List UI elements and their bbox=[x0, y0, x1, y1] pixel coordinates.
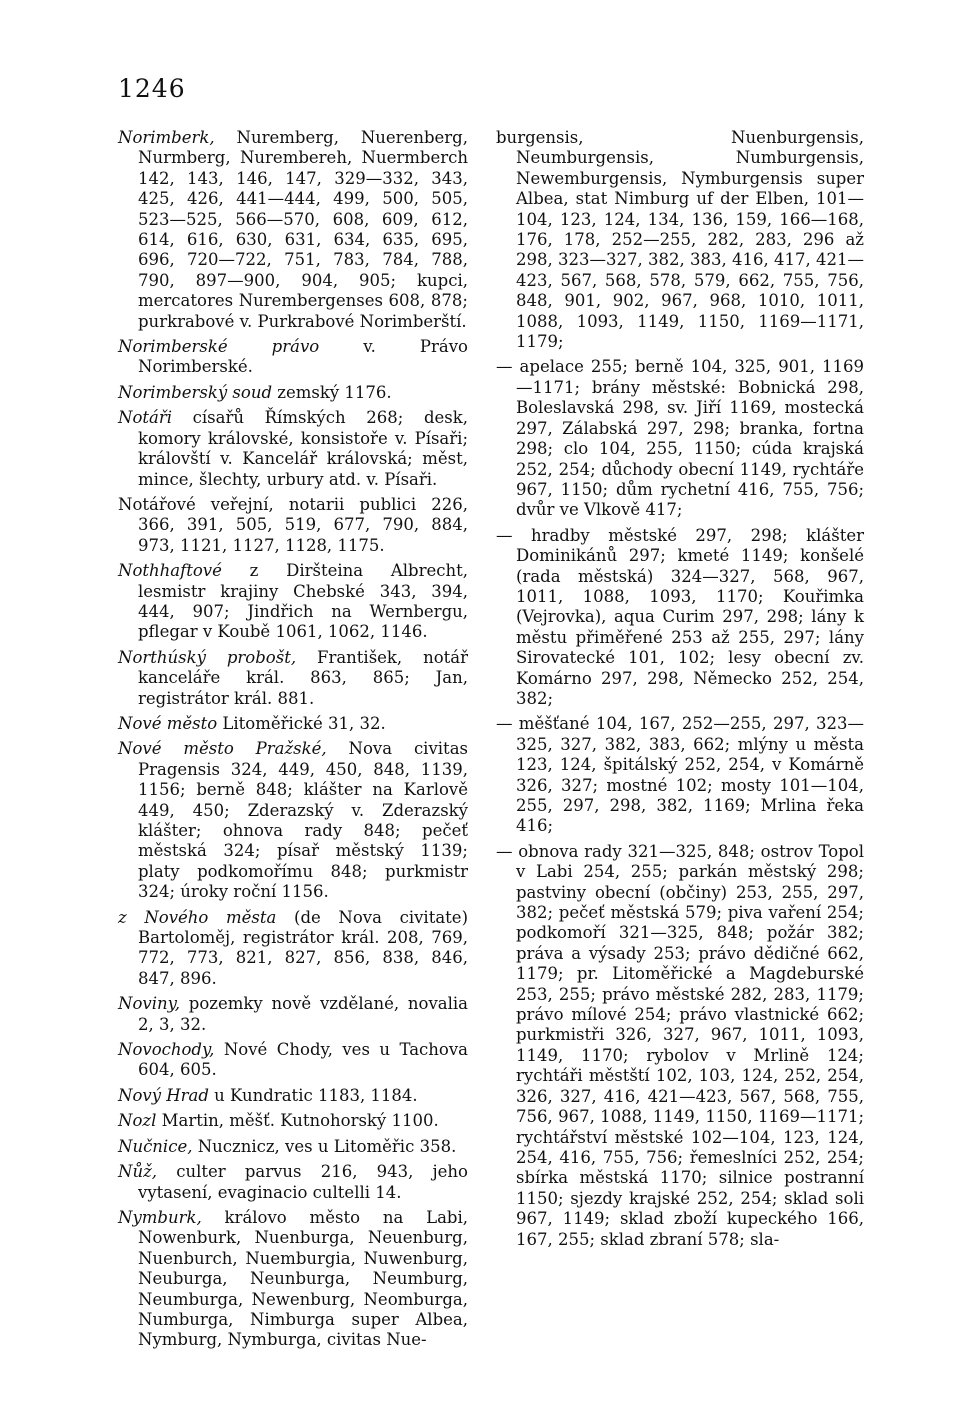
entry-text: Nové Chody, ves u Tachova 604, 605. bbox=[138, 1040, 468, 1080]
index-entry bbox=[118, 383, 468, 403]
entry-text: v. Právo Norimberské. bbox=[138, 337, 468, 377]
entry-text: culter parvus 216, 943, jeho vytasení, evaginacio cultelli 14. bbox=[138, 1162, 468, 1202]
entry-headword: Nučnice, bbox=[118, 1136, 193, 1156]
index-entry bbox=[496, 714, 864, 836]
index-entry bbox=[118, 739, 468, 902]
entry-text: — měšťané 104, 167, 252—255, 297, 323—325, 327, 382, 383, 662; mlýny u města 123, 124, špitálský 252, 254, v Komárně 326, 327; mostné 102; mosty 101—104, 255, 297, 298, 382, 1169; Mrlina řeka 416; bbox=[496, 714, 864, 836]
entry-headword: Nový Hrad bbox=[118, 1085, 209, 1105]
entry-text: Litoměřické 31, 32. bbox=[217, 713, 386, 733]
page-number: 1246 bbox=[118, 74, 186, 103]
entry-text: František, notář kanceláře král. 863, 865; Jan, registrátor král. 881. bbox=[138, 647, 468, 708]
entry-text: Nova civitas Pragensis 324, 449, 450, 848, 1139, 1156; berně 848; klášter na Karlově 449, 450; Zderazský v. Zderazský klášter; ohnova rady 848; pečeť městská 324; písař městský 1139; platy podkomořímu 848; purkmistr 324; úroky roční 1156. bbox=[138, 739, 468, 902]
index-entry bbox=[118, 994, 468, 1035]
entry-headword: Norimberský soud bbox=[118, 382, 273, 402]
entry-text: Nuremberg, Nuerenberg, Nurmberg, Nurembereh, Nuermberch 142, 143, 146, 147, 329—332, 343, 425, 426, 441—444, 499, 500, 505, 523—525, 566—570, 608, 609, 612, 614, 616, 630, 631, 634, 635, 695, 696, 720—722, 751, 783, 784, 788, 790, 897—900, 904, 905; kupci, mercatores Nurembergenses 608, 878; purkrabové v. Purkrabové Norimberští. bbox=[138, 128, 468, 331]
index-entry bbox=[118, 1162, 468, 1203]
entry-text: u Kundratic 1183, 1184. bbox=[208, 1085, 418, 1105]
index-entry bbox=[118, 1040, 468, 1081]
entry-headword: Nůž, bbox=[118, 1162, 158, 1182]
entry-headword: Nymburk, bbox=[118, 1207, 202, 1227]
index-entry bbox=[496, 526, 864, 710]
entry-text: královo město na Labi, Nowenburk, Nuenburga, Neuenburg, Nuenburch, Nuemburgia, Nuwenburg, Neuburga, Neunburga, Neumburg, Neumburga, Newenburg, Neomburga, Numburga, Nimburga super Albea, Nymburg, Nymburga, civitas Nue- bbox=[138, 1207, 468, 1350]
index-entry bbox=[118, 908, 468, 990]
entry-text: Nucznicz, ves u Litoměřic 358. bbox=[192, 1136, 457, 1156]
index-entry bbox=[118, 128, 468, 332]
entry-headword: Norimberk, bbox=[118, 128, 215, 147]
index-entry bbox=[118, 648, 468, 709]
index-entry bbox=[118, 1137, 468, 1157]
index-entry bbox=[118, 1208, 468, 1351]
index-entry bbox=[118, 1111, 468, 1131]
entry-text: Notářové veřejní, notarii publici 226, 366, 391, 505, 519, 677, 790, 884, 973, 1121, 1127, 1128, 1175. bbox=[118, 494, 468, 555]
index-entry bbox=[118, 714, 468, 734]
entry-headword: Novochody, bbox=[118, 1040, 215, 1060]
index-entry bbox=[496, 842, 864, 1250]
right-column bbox=[496, 128, 864, 1255]
left-column bbox=[118, 128, 468, 1356]
entry-text: burgensis, Nuenburgensis, Neumburgensis, Numburgensis, Newemburgensis, Nymburgensis super Albea, stat Nimburg uf der Elben, 101—104, 123, 124, 134, 136, 159, 166—168, 176, 178, 252—255, 282, 283, 296 až 298, 323—327, 382, 383, 416, 417, 421—423, 567, 568, 578, 579, 662, 755, 756, 848, 901, 902, 967, 968, 1010, 1011, 1088, 1093, 1149, 1150, 1169—1171, 1179; bbox=[496, 128, 864, 352]
entry-headword: Nové město bbox=[118, 713, 218, 733]
entry-text: (de Nova civitate) Bartoloměj, registrátor král. 208, 769, 772, 773, 821, 827, 856, 838, 846, 847, 896. bbox=[138, 907, 469, 988]
entry-text: — apelace 255; berně 104, 325, 901, 1169—1171; brány městské: Bobnická 298, Boleslavská 298, sv. Jiří 1169, mostecká 297, Zálabská 297, 298; branka, fortna 298; clo 104, 255, 1150; cúda krajská 252, 254; důchody obecní 1149, rychtáře 967, 1150; dům rychetní 416, 755, 756; dvůr ve Vlkově 417; bbox=[496, 357, 864, 520]
entry-headword: Nothhaftové bbox=[118, 561, 222, 581]
entry-text: zemský 1176. bbox=[272, 382, 392, 402]
entry-headword: Noviny, bbox=[118, 994, 180, 1014]
entry-headword: Norimberské právo bbox=[118, 337, 320, 357]
index-entry bbox=[118, 337, 468, 378]
entry-text: císařů Římských 268; desk, komory královské, konsistoře v. Písaři; královští v. Kancelář královská; měst, mince, šlechty, urbury atd. v. Písaři. bbox=[138, 408, 468, 489]
entry-headword: z Nového města bbox=[118, 907, 277, 927]
entry-headword: Notáři bbox=[118, 408, 173, 428]
index-entry bbox=[118, 561, 468, 643]
index-entry bbox=[118, 1086, 468, 1106]
index-entry bbox=[118, 495, 468, 556]
index-entry bbox=[496, 128, 864, 352]
entry-text: pozemky nově vzdělané, novalia 2, 3, 32. bbox=[138, 994, 468, 1034]
entry-text: z Diršteina Albrecht, lesmistr krajiny Chebské 343, 394, 444, 907; Jindřich na Wernbergu, pflegar v Koubě 1061, 1062, 1146. bbox=[138, 561, 468, 642]
index-entry bbox=[496, 357, 864, 520]
entry-headword: Nozl bbox=[118, 1111, 157, 1131]
index-entry bbox=[118, 408, 468, 490]
entry-headword: Nové město Pražské, bbox=[118, 739, 327, 759]
entry-text: — hradby městské 297, 298; klášter Dominikánů 297; kmeté 1149; konšelé (rada městská) 324—327, 568, 967, 1011, 1088, 1093, 1170; Kouřimka (Vejrovka), aqua Curim 297, 298; lány k městu přiměřené 253 až 255, 297; lány Sirovatecké 101, 102; lesy obecní zv. Komárno 297, 298, Německo 252, 254, 382; bbox=[496, 525, 864, 708]
entry-text: Martin, měšť. Kutnohorský 1100. bbox=[156, 1111, 439, 1131]
entry-headword: Northúský probošt, bbox=[118, 647, 297, 667]
entry-text: — obnova rady 321—325, 848; ostrov Topol v Labi 254, 255; parkán městský 298; pastviny obecní (občiny) 253, 255, 297, 382; pečeť městská 579; piva vaření 254; podkomoří 321—325, 848; požár 382; práva a výsady 253; právo dědičné 662, 1179; pr. Litoměřické a Magdeburské 253, 255; právo městské 282, 283, 1179; právo mílové 254; právo vlastnické 662; purkmistři 326, 327, 967, 1011, 1093, 1149, 1170; rybolov v Mrlině 124; rychtáři městští 102, 103, 124, 252, 254, 326, 327, 416, 421—423, 567, 568, 755, 756, 967, 1088, 1149, 1150, 1169—1171; rychtářství městské 102—104, 123, 124, 254, 416, 755, 756; řemeslníci 252, 254; sbírka městská 1170; silnice postranní 1150; sjezdy krajské 252, 254; sklad soli 967, 1149; sklad zboží kupeckého 166, 167, 255; sklad zbraní 578; sla- bbox=[496, 841, 864, 1249]
